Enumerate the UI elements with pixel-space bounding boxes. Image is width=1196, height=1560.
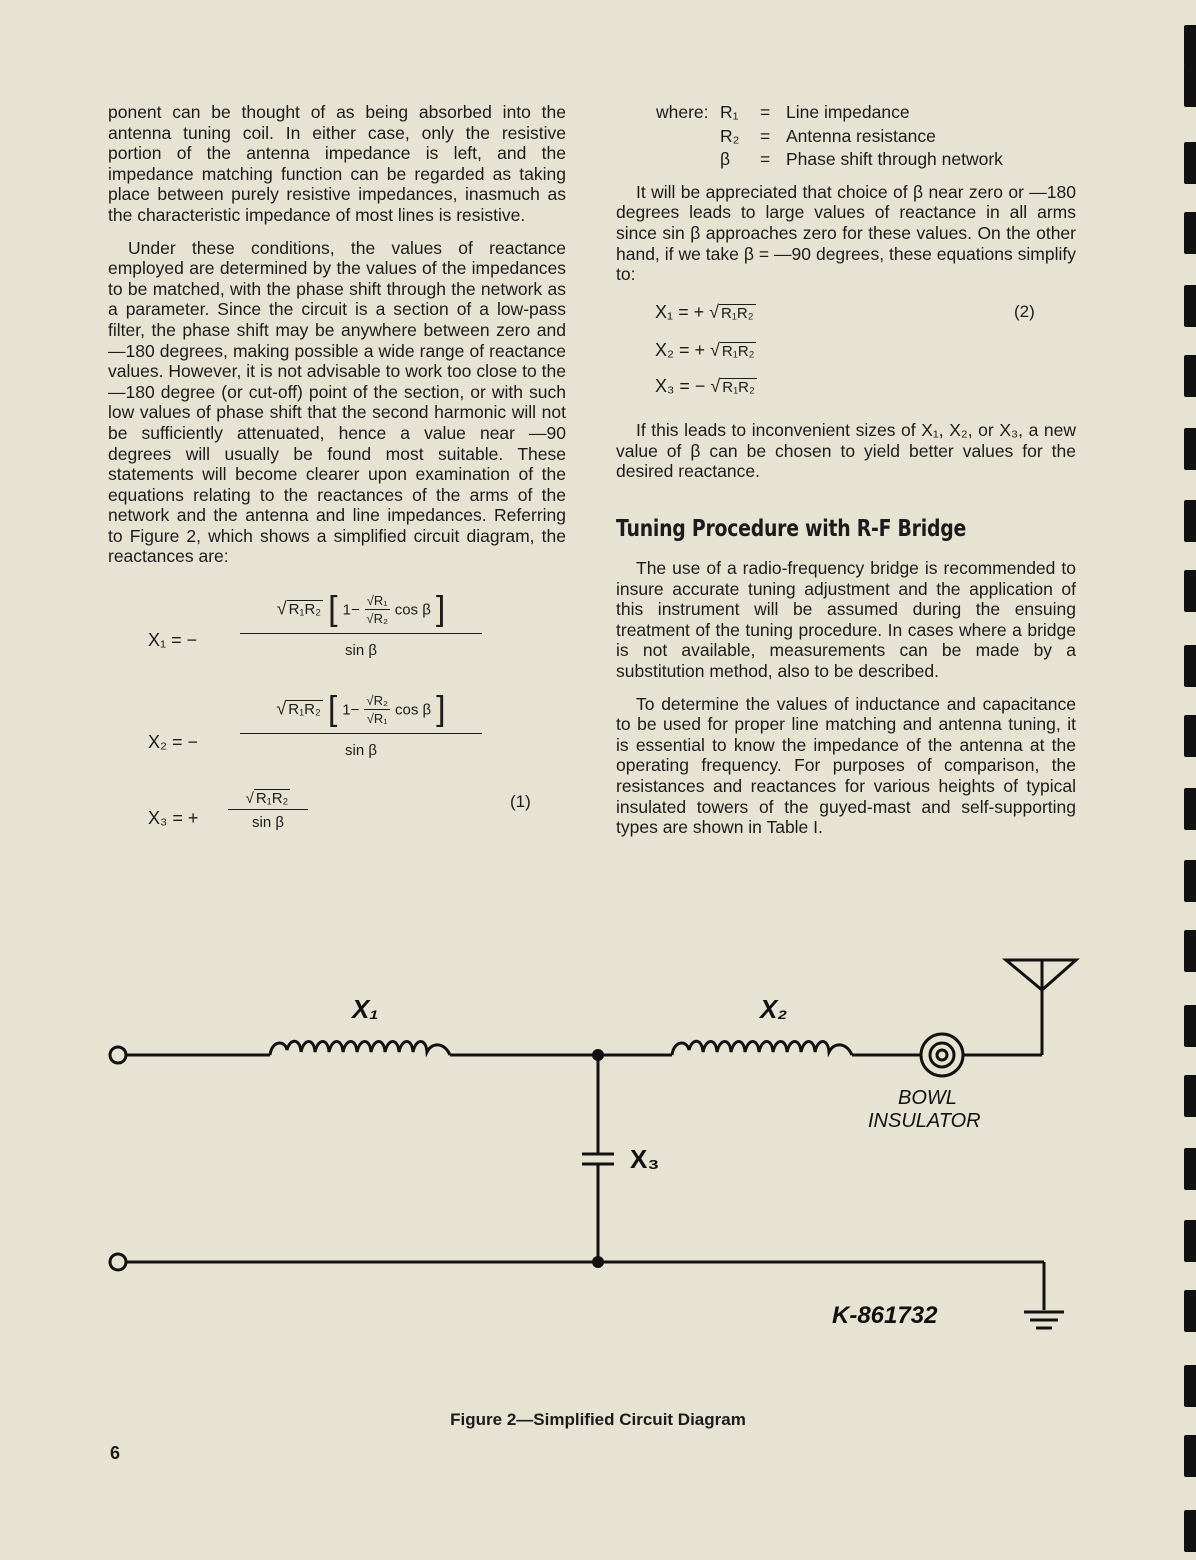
definitions: where: R₁ = Line impedance R₂ = Antenna resistance β = Phase shift through network (656, 102, 1003, 170)
right-column-section (616, 558, 1076, 850)
page-number: 6 (110, 1443, 121, 1463)
circuit-diagram (0, 940, 1196, 1360)
x2-label: X₂ (760, 994, 788, 1024)
paragraph: To determine the values of inductance and capacitance to be used for proper line matching and antenna tuning, it is essential to know the impedance of the antenna at the operating frequency. For purposes of comparison, the resistances and reactances for various heights of typical insulated towers of the guyed-mast and self-supporting types are shown in Table I. (616, 693, 1076, 838)
paragraph: It will be appreciated that choice of β near zero or —180 degrees leads to large values of reactance in all arms since sin β approaches zero for these values. On the other hand, if we take β = —90 degrees, these equations simplify to: (616, 181, 1076, 285)
x3-label: X₃ (630, 1144, 660, 1174)
terminal-bottom (110, 1254, 126, 1270)
drawing-number: K-861732 (832, 1302, 938, 1329)
right-column (616, 102, 1076, 297)
bowl-insulator (921, 1034, 963, 1076)
equation-number: (1) (510, 792, 531, 811)
paragraph: ponent can be thought of as being absorbed into the antenna tuning coil. In either case, only the resistive portion of the antenna impedance is left, and the impedance matching function can be regarded as taking place between purely resistive impedances, inasmuch as the characteristic impedance of most lines is resistive. (108, 102, 566, 225)
x1-label: X₁ (352, 994, 379, 1024)
inductor-x1 (270, 1041, 450, 1055)
left-column (108, 102, 566, 579)
junction-dot (592, 1256, 604, 1268)
inductor-x2 (672, 1041, 852, 1055)
insulator-label: BOWL (898, 1087, 957, 1109)
section-heading: Tuning Procedure with R-F Bridge (616, 516, 966, 542)
right-column-lower (616, 420, 1076, 494)
figure-caption: Figure 2—Simplified Circuit Diagram (450, 1410, 746, 1429)
insulator-label: INSULATOR (868, 1110, 981, 1132)
ground-symbol (1024, 1312, 1064, 1328)
paragraph: The use of a radio-frequency bridge is recommended to insure accurate tuning adjustment and the application of this instrument will be assumed during the ensuing treatment of the tuning procedure. In cases where a bridge is not available, measurements can be made by a substitution method, also to be described. (616, 558, 1076, 681)
junction-dot (592, 1049, 604, 1061)
paragraph: If this leads to inconvenient sizes of X₁, X₂, or X₃, a new value of β can be chosen to yield better values for the desired reactance. (616, 420, 1076, 482)
terminal-top (110, 1047, 126, 1063)
paragraph: Under these conditions, the values of reactance employed are determined by the values of the impedances to be matched, with the phase shift through the network as a parameter. Since the circuit is a section of a low-pass filter, the phase shift may be anywhere between zero and —180 degrees, making possible a wide range of reactance values. However, it is not advisable to work too close to the —180 degree (or cut-off) point of the section, or with such low values of phase shift that the second harmonic will not be sufficiently attenuated, hence a value near —90 degrees will usually be found most suitable. These statements will become clearer upon examination of the equations relating to the reactances of the arms of the network and the antenna and line impedances. Referring to Figure 2, which shows a simplified circuit diagram, the reactances are: (108, 237, 566, 567)
equation-number: (2) (1014, 302, 1035, 321)
